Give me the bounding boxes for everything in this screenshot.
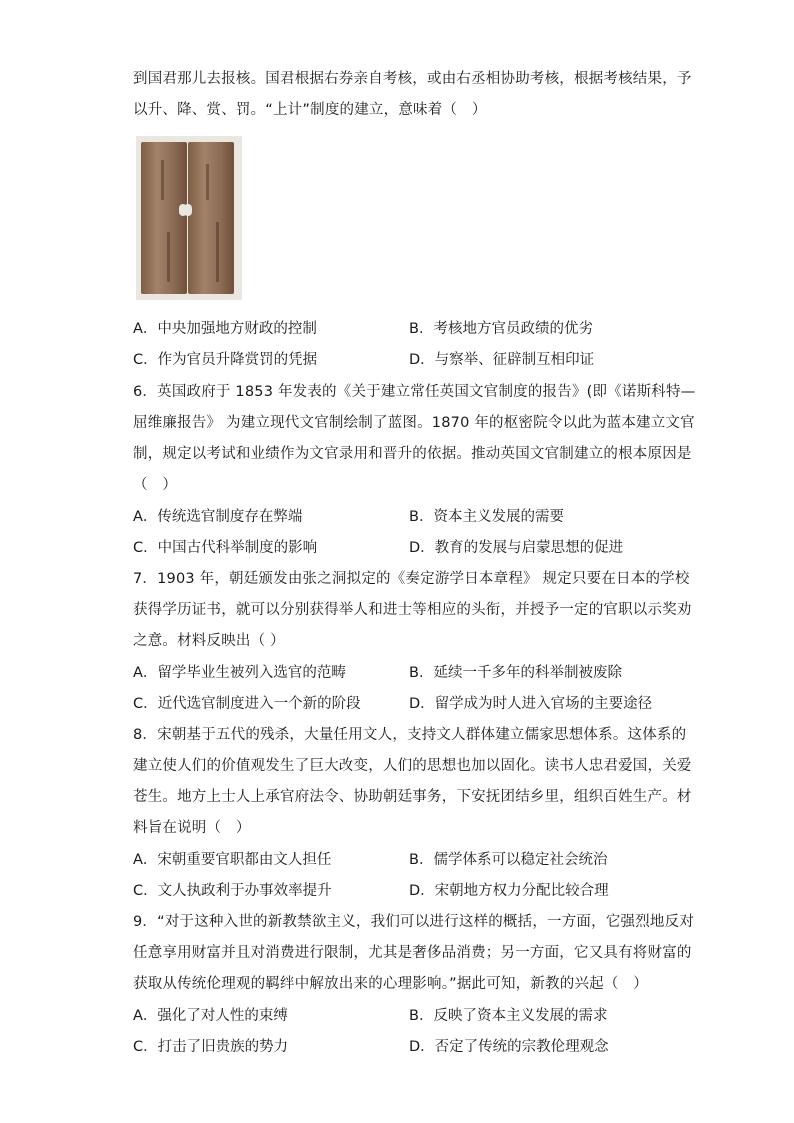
q6-stem-line: 制，规定以考试和业绩作为文官录用和晋升的依据。推动英国文官制建立的根本原因是 [133,446,692,462]
q6-option-d: D．教育的发展与启蒙思想的促进 [409,540,624,556]
q9-stem-line: 获取从传统伦理观的羁绊中解放出来的心理影响。”据此可知，新教的兴起（ ） [133,976,648,992]
bamboo-slip-right [188,142,234,294]
q8-option-a: A．宋朝重要官职都由文人担任 [133,852,332,868]
q7-option-a: A．留学毕业生被列入选官的范畴 [133,665,346,681]
q8-stem-line: 建立使人们的价值观发生了巨大改变，人们的思想也加以固化。读书人忠君爱国，关爱 [133,758,692,774]
q8-option-b: B．儒学体系可以稳定社会统治 [409,852,608,868]
q7-stem-line: 7．1903 年，朝廷颁发由张之洞拟定的《奏定游学日本章程》 规定只要在日本的学校 [133,571,690,587]
q6-stem-line: 6．英国政府于 1853 年发表的《关于建立常任英国文官制度的报告》(即《诺斯科特— [133,384,696,400]
q5-option-a: A．中央加强地方财政的控制 [133,321,317,337]
q9-option-d: D．否定了传统的宗教伦理观念 [409,1039,609,1055]
q5-option-b: B．考核地方官员政绩的优劣 [409,321,593,337]
q7-option-c: C．近代选官制度进入一个新的阶段 [133,696,361,712]
bamboo-slip-left [141,142,187,294]
q5-stem-line-2: 以升、降、赏、罚。“上计”制度的建立，意味着（ ） [133,102,487,118]
q8-option-d: D．宋朝地方权力分配比较合理 [409,883,609,899]
q6-option-b: B．资本主义发展的需要 [409,509,564,525]
q5-option-c: C．作为官员升降赏罚的凭据 [133,352,318,368]
q9-option-c: C．打击了旧贵族的势力 [133,1039,289,1055]
q9-stem-line: 任意享用财富并且对消费进行限制，尤其是奢侈品消费；另一方面，它又具有将财富的 [133,945,692,961]
q5-option-d: D．与察举、征辟制互相印证 [409,352,595,368]
q8-option-c: C．文人执政利于办事效率提升 [133,883,332,899]
bamboo-slips-photo [136,136,242,300]
q9-option-a: A．强化了对人性的束缚 [133,1008,288,1024]
q6-stem-line: 屈维廉报告》 为建立现代文官制绘制了蓝图。1870 年的枢密院令以此为蓝本建立文官 [133,415,695,431]
q8-stem-line: 料旨在说明（ ） [133,820,251,836]
q5-stem-line-1: 到国君那儿去报核。国君根据右券亲自考核，或由右丞相协助考核，根据考核结果，予 [133,71,692,87]
q9-option-b: B．反映了资本主义发展的需求 [409,1008,608,1024]
q8-stem-line: 8．宋朝基于五代的残杀，大量任用文人，支持文人群体建立儒家思想体系。这体系的 [133,727,687,743]
q6-option-c: C．中国古代科举制度的影响 [133,540,318,556]
q6-stem-line: （ ） [133,477,178,493]
q7-option-d: D．留学成为时人进入官场的主要途径 [409,696,653,712]
q6-option-a: A．传统选官制度存在弊端 [133,509,303,525]
q9-stem-line: 9．“对于这种入世的新教禁欲主义，我们可以进行这样的概括，一方面，它强烈地反对 [133,914,695,930]
q7-stem-line: 之意。材料反映出（ ） [133,633,285,649]
q7-stem-line: 获得学历证书，就可以分别获得举人和进士等相应的头衔，并授予一定的官职以示奖劝 [133,602,692,618]
q7-option-b: B．延续一千多年的科举制被废除 [409,665,622,681]
q8-stem-line: 苍生。地方上士人上承官府法令、协助朝廷事务，下安抚团结乡里，组织百姓生产。材 [133,789,692,805]
